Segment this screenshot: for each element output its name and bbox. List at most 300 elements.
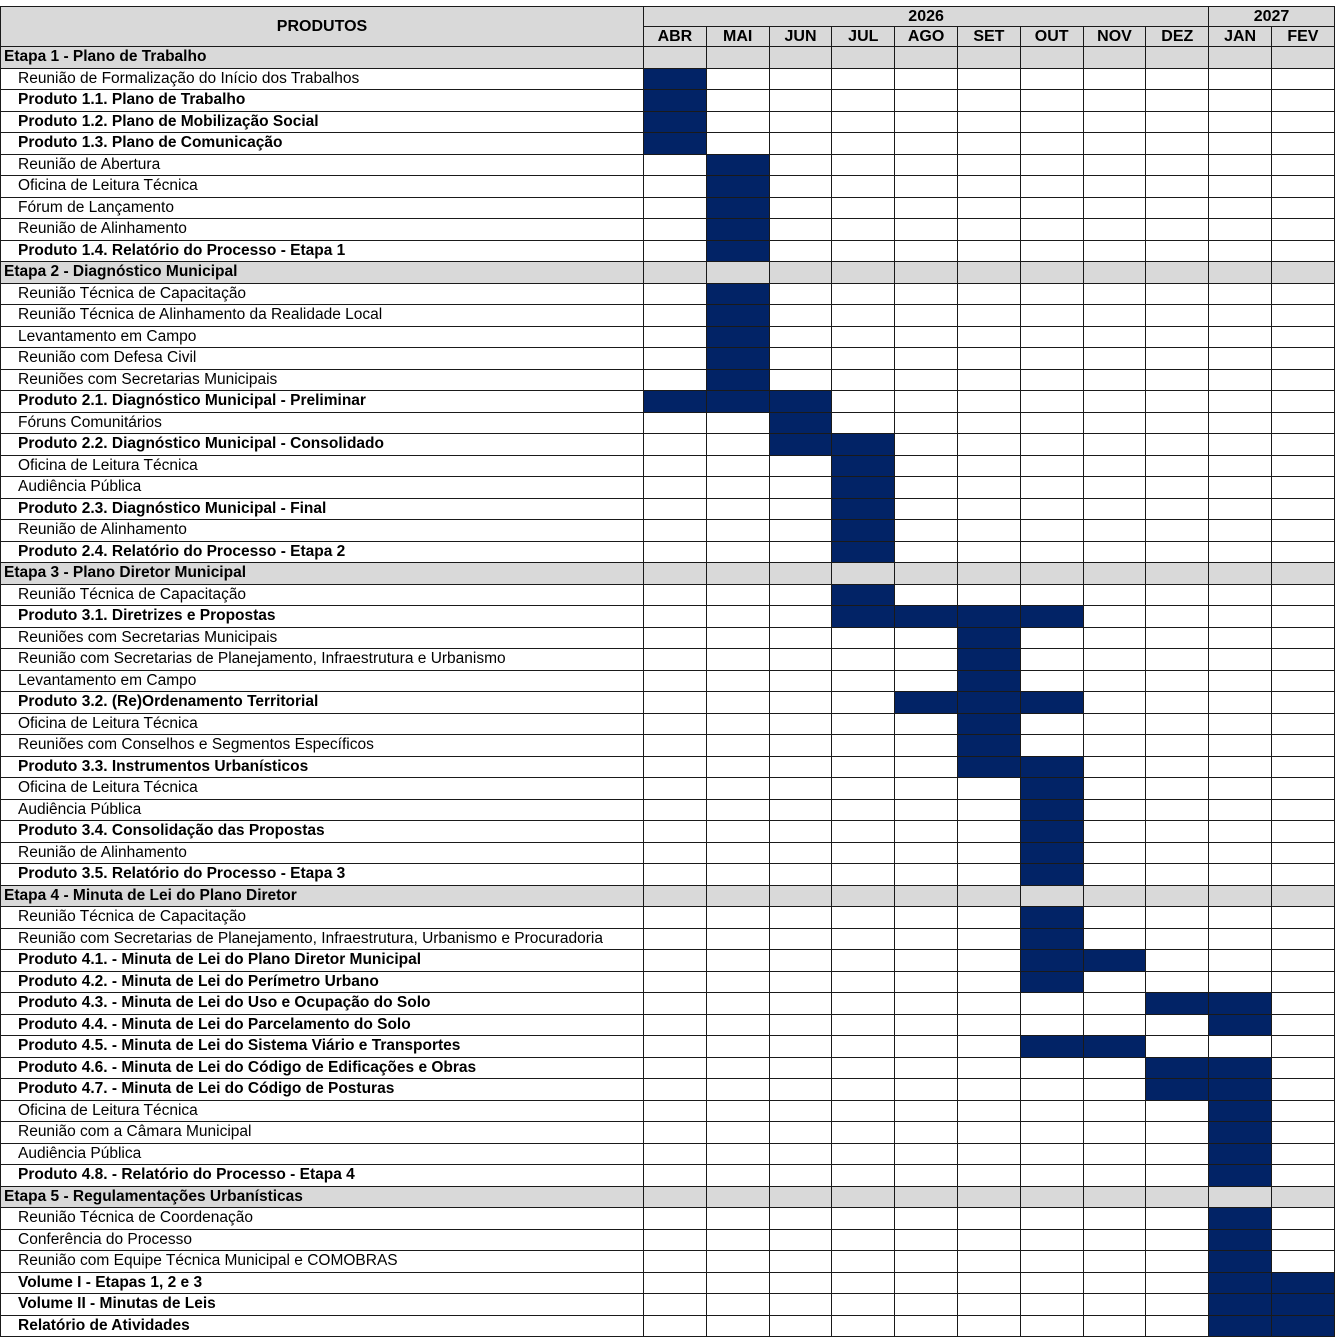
schedule-bar-cell [1209, 1014, 1272, 1036]
schedule-empty-cell [706, 434, 769, 456]
schedule-empty-cell [895, 240, 958, 262]
schedule-bar-cell [1020, 799, 1083, 821]
schedule-empty-cell [1209, 692, 1272, 714]
schedule-empty-cell [1272, 477, 1335, 499]
schedule-empty-cell [644, 821, 707, 843]
schedule-bar-cell [706, 305, 769, 327]
schedule-empty-cell [769, 649, 832, 671]
task-row [1, 219, 1335, 241]
schedule-empty-cell [1209, 778, 1272, 800]
schedule-empty-cell [1146, 154, 1209, 176]
schedule-empty-cell [1083, 928, 1146, 950]
task-row [1, 197, 1335, 219]
schedule-empty-cell [644, 434, 707, 456]
schedule-empty-cell [895, 1186, 958, 1208]
schedule-empty-cell [706, 133, 769, 155]
schedule-empty-cell [706, 412, 769, 434]
schedule-empty-cell [1146, 928, 1209, 950]
task-row [1, 778, 1335, 800]
task-label: Produto 4.8. - Relatório do Processo - Etapa 4 [1, 1165, 644, 1187]
schedule-empty-cell [895, 1294, 958, 1316]
schedule-empty-cell [1272, 111, 1335, 133]
schedule-empty-cell [895, 283, 958, 305]
task-row [1, 477, 1335, 499]
task-row [1, 735, 1335, 757]
schedule-empty-cell [895, 477, 958, 499]
schedule-empty-cell [957, 1122, 1020, 1144]
schedule-empty-cell [644, 649, 707, 671]
schedule-empty-cell [644, 1122, 707, 1144]
schedule-empty-cell [644, 262, 707, 284]
schedule-empty-cell [1146, 68, 1209, 90]
schedule-empty-cell [644, 1100, 707, 1122]
schedule-bar-cell [1020, 778, 1083, 800]
schedule-empty-cell [1146, 1315, 1209, 1337]
schedule-empty-cell [644, 713, 707, 735]
schedule-empty-cell [1146, 391, 1209, 413]
schedule-empty-cell [832, 1014, 895, 1036]
schedule-empty-cell [644, 326, 707, 348]
schedule-bar-cell [1209, 1251, 1272, 1273]
schedule-empty-cell [895, 348, 958, 370]
gantt-body [1, 47, 1335, 1337]
schedule-empty-cell [957, 455, 1020, 477]
task-label: Reuniões com Secretarias Municipais [1, 627, 644, 649]
schedule-bar-cell [1083, 950, 1146, 972]
schedule-empty-cell [706, 1014, 769, 1036]
schedule-empty-cell [832, 692, 895, 714]
task-row [1, 842, 1335, 864]
schedule-empty-cell [1020, 133, 1083, 155]
schedule-empty-cell [1020, 1272, 1083, 1294]
schedule-empty-cell [895, 627, 958, 649]
task-row [1, 1165, 1335, 1187]
schedule-empty-cell [769, 154, 832, 176]
schedule-empty-cell [957, 541, 1020, 563]
schedule-empty-cell [895, 412, 958, 434]
schedule-empty-cell [1272, 305, 1335, 327]
schedule-empty-cell [644, 993, 707, 1015]
schedule-empty-cell [895, 1036, 958, 1058]
schedule-empty-cell [644, 950, 707, 972]
schedule-empty-cell [1272, 864, 1335, 886]
schedule-empty-cell [1020, 176, 1083, 198]
schedule-bar-cell [706, 219, 769, 241]
schedule-empty-cell [957, 1229, 1020, 1251]
schedule-empty-cell [769, 520, 832, 542]
schedule-bar-cell [832, 584, 895, 606]
schedule-empty-cell [832, 885, 895, 907]
schedule-empty-cell [1146, 1294, 1209, 1316]
schedule-empty-cell [1083, 391, 1146, 413]
schedule-empty-cell [1146, 907, 1209, 929]
schedule-empty-cell [957, 1315, 1020, 1337]
schedule-empty-cell [1083, 692, 1146, 714]
schedule-empty-cell [1272, 1251, 1335, 1273]
schedule-empty-cell [1020, 305, 1083, 327]
task-row [1, 756, 1335, 778]
schedule-empty-cell [1209, 584, 1272, 606]
task-label: Produto 2.3. Diagnóstico Municipal - Final [1, 498, 644, 520]
task-row [1, 520, 1335, 542]
schedule-empty-cell [706, 778, 769, 800]
schedule-empty-cell [1083, 262, 1146, 284]
schedule-bar-cell [706, 391, 769, 413]
schedule-empty-cell [1209, 735, 1272, 757]
schedule-empty-cell [895, 176, 958, 198]
schedule-empty-cell [1272, 262, 1335, 284]
schedule-empty-cell [1020, 326, 1083, 348]
schedule-empty-cell [1020, 47, 1083, 69]
schedule-bar-cell [769, 412, 832, 434]
schedule-empty-cell [895, 799, 958, 821]
task-row [1, 305, 1335, 327]
schedule-empty-cell [769, 68, 832, 90]
schedule-empty-cell [706, 1057, 769, 1079]
schedule-bar-cell [769, 391, 832, 413]
task-label: Reunião com Secretarias de Planejamento, Infraestrutura e Urbanismo [1, 649, 644, 671]
schedule-empty-cell [895, 778, 958, 800]
schedule-empty-cell [1083, 283, 1146, 305]
task-label: Oficina de Leitura Técnica [1, 1100, 644, 1122]
task-label: Oficina de Leitura Técnica [1, 778, 644, 800]
schedule-empty-cell [769, 1251, 832, 1273]
schedule-empty-cell [1209, 541, 1272, 563]
schedule-empty-cell [957, 1186, 1020, 1208]
schedule-empty-cell [644, 1057, 707, 1079]
schedule-empty-cell [1083, 627, 1146, 649]
task-label: Reunião Técnica de Alinhamento da Realidade Local [1, 305, 644, 327]
schedule-empty-cell [1209, 1036, 1272, 1058]
schedule-empty-cell [1146, 541, 1209, 563]
schedule-empty-cell [644, 907, 707, 929]
schedule-empty-cell [1020, 154, 1083, 176]
schedule-empty-cell [1146, 606, 1209, 628]
task-label: Oficina de Leitura Técnica [1, 713, 644, 735]
schedule-empty-cell [957, 778, 1020, 800]
schedule-bar-cell [957, 756, 1020, 778]
schedule-empty-cell [832, 47, 895, 69]
schedule-empty-cell [957, 348, 1020, 370]
schedule-empty-cell [644, 455, 707, 477]
schedule-empty-cell [957, 1079, 1020, 1101]
schedule-empty-cell [1083, 713, 1146, 735]
schedule-empty-cell [1083, 111, 1146, 133]
schedule-empty-cell [957, 907, 1020, 929]
schedule-empty-cell [769, 305, 832, 327]
task-row [1, 412, 1335, 434]
schedule-empty-cell [1083, 326, 1146, 348]
schedule-empty-cell [832, 971, 895, 993]
schedule-empty-cell [1272, 1100, 1335, 1122]
schedule-empty-cell [769, 799, 832, 821]
task-row [1, 692, 1335, 714]
task-label: Produto 1.3. Plano de Comunicação [1, 133, 644, 155]
schedule-empty-cell [895, 1100, 958, 1122]
schedule-empty-cell [1209, 197, 1272, 219]
schedule-empty-cell [895, 197, 958, 219]
schedule-empty-cell [1020, 1057, 1083, 1079]
schedule-empty-cell [957, 477, 1020, 499]
task-row [1, 498, 1335, 520]
schedule-empty-cell [895, 907, 958, 929]
schedule-empty-cell [1020, 498, 1083, 520]
schedule-bar-cell [832, 520, 895, 542]
schedule-empty-cell [1083, 68, 1146, 90]
task-row [1, 111, 1335, 133]
schedule-empty-cell [1272, 1079, 1335, 1101]
schedule-empty-cell [895, 541, 958, 563]
month-header: FEV [1272, 27, 1335, 47]
schedule-empty-cell [1146, 477, 1209, 499]
task-label: Reunião Técnica de Capacitação [1, 584, 644, 606]
schedule-empty-cell [1272, 240, 1335, 262]
schedule-empty-cell [1083, 735, 1146, 757]
schedule-empty-cell [769, 1122, 832, 1144]
task-label: Produto 4.3. - Minuta de Lei do Uso e Ocupação do Solo [1, 993, 644, 1015]
schedule-empty-cell [832, 864, 895, 886]
schedule-empty-cell [1209, 1186, 1272, 1208]
schedule-empty-cell [957, 971, 1020, 993]
schedule-empty-cell [1272, 885, 1335, 907]
schedule-empty-cell [1272, 778, 1335, 800]
schedule-empty-cell [706, 1315, 769, 1337]
schedule-empty-cell [1209, 68, 1272, 90]
schedule-empty-cell [644, 1165, 707, 1187]
schedule-empty-cell [1272, 197, 1335, 219]
task-row [1, 799, 1335, 821]
schedule-empty-cell [957, 240, 1020, 262]
schedule-empty-cell [769, 950, 832, 972]
schedule-empty-cell [895, 756, 958, 778]
schedule-empty-cell [706, 541, 769, 563]
schedule-empty-cell [1272, 907, 1335, 929]
schedule-empty-cell [1272, 584, 1335, 606]
schedule-empty-cell [1146, 176, 1209, 198]
schedule-bar-cell [706, 240, 769, 262]
schedule-bar-cell [832, 541, 895, 563]
schedule-empty-cell [769, 584, 832, 606]
schedule-empty-cell [957, 1251, 1020, 1273]
schedule-empty-cell [895, 434, 958, 456]
schedule-empty-cell [1083, 133, 1146, 155]
schedule-empty-cell [769, 1057, 832, 1079]
schedule-empty-cell [832, 778, 895, 800]
schedule-empty-cell [1272, 219, 1335, 241]
schedule-empty-cell [1083, 1315, 1146, 1337]
schedule-empty-cell [895, 219, 958, 241]
schedule-empty-cell [1209, 649, 1272, 671]
schedule-empty-cell [644, 756, 707, 778]
task-label: Produto 4.1. - Minuta de Lei do Plano Diretor Municipal [1, 950, 644, 972]
schedule-empty-cell [1272, 1014, 1335, 1036]
schedule-empty-cell [1209, 305, 1272, 327]
schedule-empty-cell [895, 670, 958, 692]
schedule-empty-cell [644, 219, 707, 241]
schedule-empty-cell [1083, 606, 1146, 628]
schedule-empty-cell [1083, 1165, 1146, 1187]
schedule-empty-cell [1020, 348, 1083, 370]
schedule-empty-cell [706, 950, 769, 972]
schedule-bar-cell [1209, 1208, 1272, 1230]
schedule-empty-cell [832, 842, 895, 864]
stage-row [1, 885, 1335, 907]
schedule-empty-cell [895, 821, 958, 843]
schedule-empty-cell [1146, 262, 1209, 284]
schedule-empty-cell [895, 133, 958, 155]
schedule-empty-cell [769, 670, 832, 692]
schedule-empty-cell [1020, 1315, 1083, 1337]
schedule-empty-cell [1272, 928, 1335, 950]
schedule-empty-cell [706, 670, 769, 692]
schedule-empty-cell [1146, 1186, 1209, 1208]
schedule-empty-cell [957, 305, 1020, 327]
schedule-bar-cell [769, 434, 832, 456]
month-header: NOV [1083, 27, 1146, 47]
schedule-empty-cell [1083, 176, 1146, 198]
schedule-empty-cell [832, 90, 895, 112]
year-header-row [1, 7, 1335, 27]
task-row [1, 1014, 1335, 1036]
schedule-bar-cell [1209, 1122, 1272, 1144]
schedule-bar-cell [832, 498, 895, 520]
schedule-empty-cell [644, 541, 707, 563]
schedule-empty-cell [1083, 778, 1146, 800]
schedule-empty-cell [832, 283, 895, 305]
schedule-empty-cell [644, 735, 707, 757]
task-label: Reunião com Equipe Técnica Municipal e COMOBRAS [1, 1251, 644, 1273]
schedule-empty-cell [1020, 1165, 1083, 1187]
schedule-empty-cell [1272, 326, 1335, 348]
schedule-empty-cell [1209, 799, 1272, 821]
schedule-empty-cell [957, 1272, 1020, 1294]
task-label: Audiência Pública [1, 799, 644, 821]
schedule-empty-cell [957, 412, 1020, 434]
schedule-empty-cell [957, 993, 1020, 1015]
schedule-empty-cell [644, 670, 707, 692]
schedule-empty-cell [706, 68, 769, 90]
schedule-empty-cell [1146, 1165, 1209, 1187]
schedule-empty-cell [1272, 1229, 1335, 1251]
task-row [1, 283, 1335, 305]
schedule-empty-cell [1209, 842, 1272, 864]
schedule-empty-cell [1146, 455, 1209, 477]
schedule-empty-cell [1272, 1057, 1335, 1079]
schedule-empty-cell [895, 111, 958, 133]
task-label: Reuniões com Conselhos e Segmentos Específicos [1, 735, 644, 757]
task-label: Reunião Técnica de Coordenação [1, 1208, 644, 1230]
task-label: Reunião de Formalização do Início dos Trabalhos [1, 68, 644, 90]
schedule-empty-cell [1146, 498, 1209, 520]
schedule-bar-cell [957, 692, 1020, 714]
schedule-empty-cell [895, 47, 958, 69]
task-row [1, 1315, 1335, 1337]
schedule-empty-cell [895, 1079, 958, 1101]
schedule-empty-cell [832, 111, 895, 133]
task-row [1, 1143, 1335, 1165]
schedule-empty-cell [644, 842, 707, 864]
schedule-empty-cell [1083, 219, 1146, 241]
schedule-bar-cell [1272, 1272, 1335, 1294]
schedule-empty-cell [1020, 584, 1083, 606]
schedule-empty-cell [1146, 1143, 1209, 1165]
schedule-empty-cell [769, 1143, 832, 1165]
schedule-bar-cell [1209, 1165, 1272, 1187]
schedule-empty-cell [1272, 412, 1335, 434]
schedule-empty-cell [1083, 563, 1146, 585]
stage-label: Etapa 2 - Diagnóstico Municipal [1, 262, 644, 284]
schedule-bar-cell [957, 649, 1020, 671]
task-row [1, 928, 1335, 950]
schedule-bar-cell [1272, 1294, 1335, 1316]
schedule-empty-cell [895, 520, 958, 542]
schedule-bar-cell [1020, 756, 1083, 778]
schedule-empty-cell [706, 928, 769, 950]
task-row [1, 176, 1335, 198]
schedule-bar-cell [644, 111, 707, 133]
schedule-bar-cell [1020, 692, 1083, 714]
schedule-empty-cell [1272, 799, 1335, 821]
schedule-empty-cell [769, 1100, 832, 1122]
schedule-empty-cell [706, 885, 769, 907]
schedule-empty-cell [769, 111, 832, 133]
schedule-bar-cell [1209, 1100, 1272, 1122]
schedule-empty-cell [706, 1036, 769, 1058]
schedule-empty-cell [895, 563, 958, 585]
schedule-empty-cell [769, 1294, 832, 1316]
task-label: Produto 1.1. Plano de Trabalho [1, 90, 644, 112]
schedule-empty-cell [706, 735, 769, 757]
schedule-empty-cell [706, 477, 769, 499]
schedule-empty-cell [1083, 47, 1146, 69]
schedule-empty-cell [1272, 627, 1335, 649]
schedule-empty-cell [1146, 627, 1209, 649]
schedule-bar-cell [957, 606, 1020, 628]
schedule-empty-cell [895, 1057, 958, 1079]
stage-row [1, 262, 1335, 284]
schedule-empty-cell [895, 1014, 958, 1036]
schedule-empty-cell [957, 283, 1020, 305]
schedule-empty-cell [1272, 68, 1335, 90]
schedule-empty-cell [1272, 993, 1335, 1015]
schedule-bar-cell [832, 606, 895, 628]
stage-label: Etapa 5 - Regulamentações Urbanísticas [1, 1186, 644, 1208]
schedule-empty-cell [1146, 842, 1209, 864]
schedule-bar-cell [1209, 1315, 1272, 1337]
schedule-empty-cell [1146, 90, 1209, 112]
schedule-empty-cell [1083, 1143, 1146, 1165]
schedule-empty-cell [895, 1165, 958, 1187]
schedule-empty-cell [1209, 240, 1272, 262]
schedule-empty-cell [644, 412, 707, 434]
schedule-empty-cell [1146, 756, 1209, 778]
task-label: Reunião de Alinhamento [1, 219, 644, 241]
schedule-empty-cell [706, 864, 769, 886]
schedule-empty-cell [1209, 498, 1272, 520]
schedule-empty-cell [769, 821, 832, 843]
schedule-empty-cell [895, 1315, 958, 1337]
schedule-empty-cell [769, 606, 832, 628]
schedule-empty-cell [957, 520, 1020, 542]
schedule-empty-cell [644, 928, 707, 950]
schedule-empty-cell [706, 498, 769, 520]
schedule-empty-cell [644, 47, 707, 69]
schedule-empty-cell [706, 47, 769, 69]
month-header: MAI [706, 27, 769, 47]
schedule-empty-cell [706, 563, 769, 585]
schedule-empty-cell [1083, 584, 1146, 606]
task-row [1, 950, 1335, 972]
